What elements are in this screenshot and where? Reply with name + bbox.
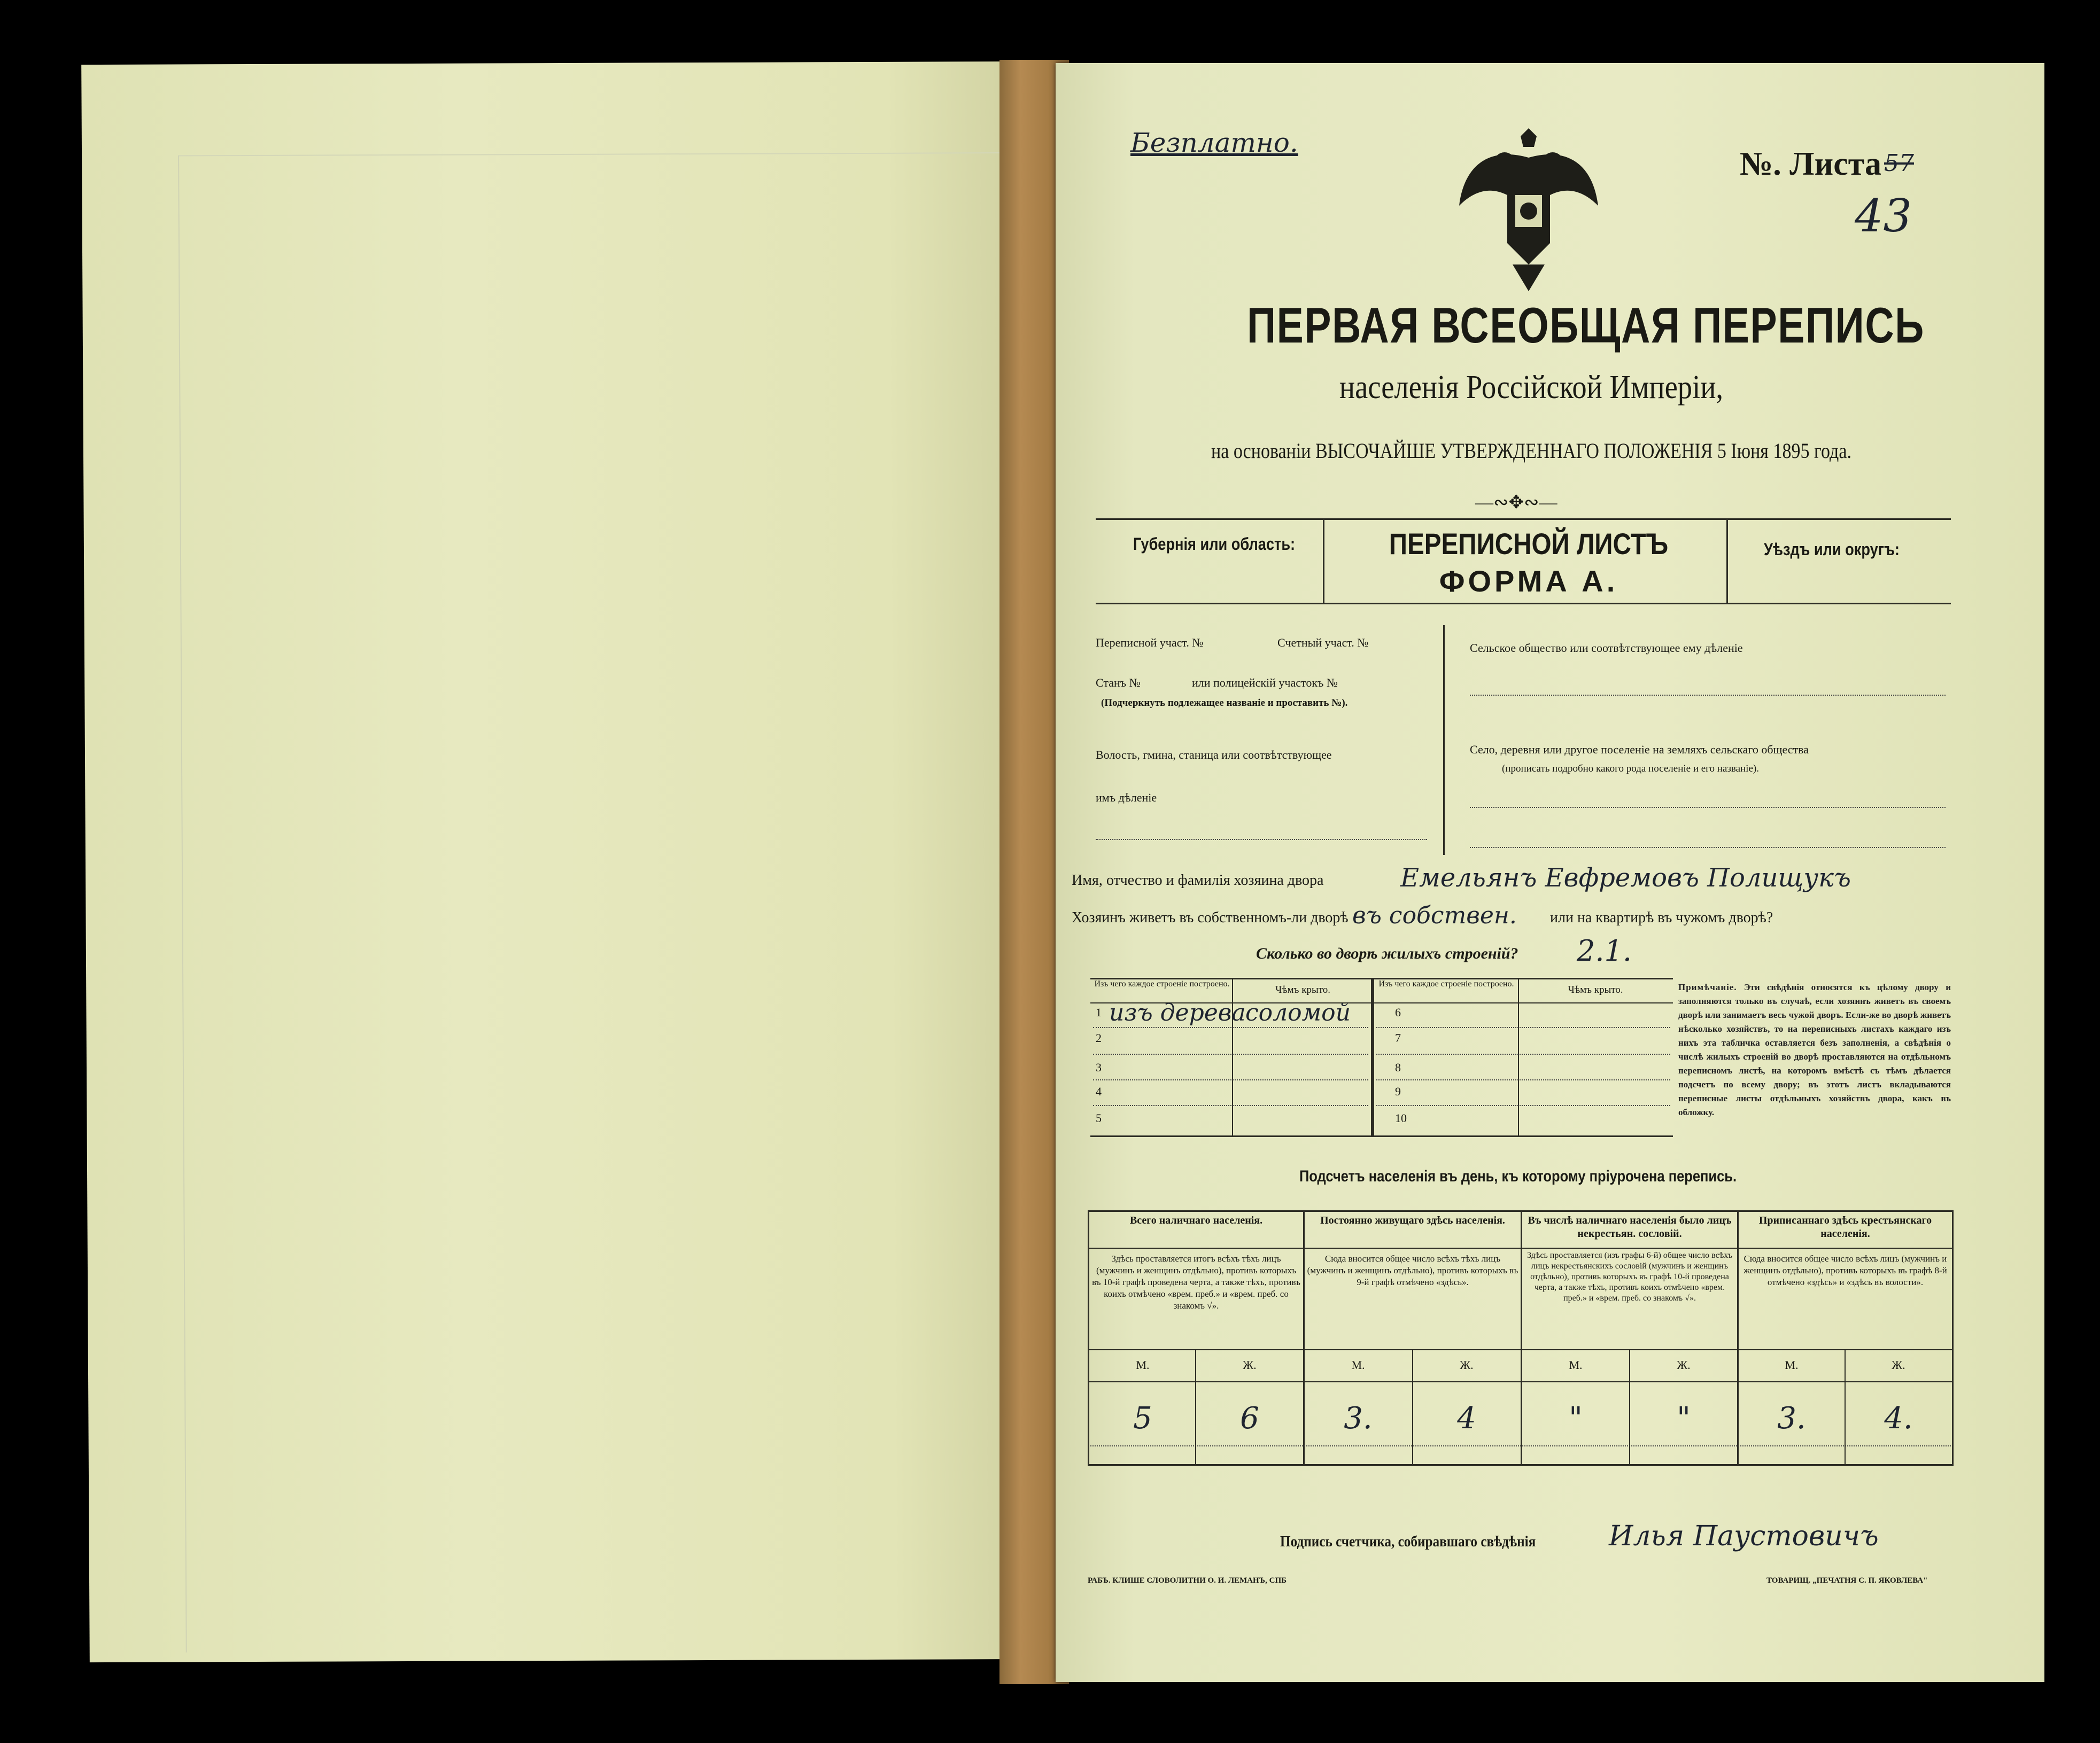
buildings-col-roof-1: Чѣмъ крыто.	[1275, 984, 1331, 995]
row-line-2	[1093, 1054, 1368, 1055]
count-values-line	[1090, 1445, 1951, 1446]
village-line-2	[1470, 847, 1946, 848]
count-col-title-2: Постоянно живущаго здѣсь населенія.	[1320, 1215, 1505, 1226]
police-label: или полицейскій участокъ №	[1192, 676, 1338, 689]
col3-f: Ж.	[1677, 1358, 1691, 1372]
sheet-number-value: 43	[1855, 190, 1912, 242]
value-col2-f: 4	[1457, 1401, 1476, 1436]
row-line-9	[1376, 1105, 1670, 1106]
owner-label: Имя, отчество и фамилія хозяина двора	[1072, 872, 1324, 889]
form-box-divider-right	[1726, 518, 1728, 604]
row-num-8: 8	[1395, 1061, 1401, 1074]
free-label: Безплатно.	[1130, 127, 1298, 158]
village-line-1	[1470, 807, 1946, 808]
buildings-value: 2.1.	[1577, 934, 1632, 968]
guberniya-label: Губернія или область:	[1133, 534, 1296, 554]
village-label: Село, деревня или другое поселеніе на земляхъ сельскаго общества	[1470, 743, 1809, 756]
count-col-title-3: Въ числѣ наличнаго населенія было лицъ некрестьян. сословій.	[1528, 1215, 1732, 1240]
row-num-1: 1	[1096, 1006, 1102, 1019]
row-num-6: 6	[1395, 1006, 1401, 1019]
col1-m: М.	[1136, 1358, 1150, 1372]
underline-note: (Подчеркнуть подлежащее названіе и проставить №).	[1101, 697, 1348, 709]
census-area-label: Переписной участ. №	[1096, 636, 1204, 649]
sheet-number-label: №. Листа	[1740, 146, 1881, 182]
col4-m: М.	[1785, 1358, 1799, 1372]
col1-f: Ж.	[1243, 1358, 1257, 1372]
stan-label: Станъ №	[1096, 676, 1141, 689]
division-line-2	[1096, 839, 1427, 840]
row-num-5: 5	[1096, 1111, 1102, 1125]
legal-basis: на основаніи ВЫСОЧАЙШЕ УТВЕРЖДЕННАГО ПОЛОЖЕНІЯ 5 Іюня 1895 года.	[1211, 439, 1851, 463]
ornament-divider: —∾✥∾—	[1475, 493, 1557, 512]
count-area-label: Счетный участ. №	[1277, 636, 1369, 649]
row-line-1	[1093, 1027, 1368, 1028]
col3-m: М.	[1569, 1358, 1583, 1372]
value-col4-m: 3.	[1777, 1401, 1806, 1436]
bleed-through-grid	[178, 152, 1021, 1652]
count-col-desc-1: Здѣсь проставляется итогъ всѣхъ тѣхъ лицъ (мужчинъ и женщинъ отдѣльно), противъ которыхъ въ 10-й графѣ проведена черта, а также тѣхъ, противъ коихъ отмѣчено «врем. преб.» и «врем. преб. со знакомъ √».	[1092, 1254, 1300, 1311]
row-line-6	[1376, 1027, 1670, 1028]
row-num-10: 10	[1395, 1111, 1407, 1125]
uezd-label: Уѣздъ или округъ:	[1764, 540, 1900, 559]
note-title: Примѣчаніе.	[1678, 982, 1737, 992]
value-col3-f: "	[1677, 1401, 1691, 1436]
signature-label: Подпись счетчика, собиравшаго свѣдѣнія	[1280, 1534, 1536, 1550]
row-num-7: 7	[1395, 1031, 1401, 1045]
residence-label: Хозяинъ живетъ въ собственномъ-ли дворѣ	[1072, 909, 1349, 926]
buildings-col-material-1: Изъ чего каждое строеніе построено.	[1094, 979, 1230, 989]
division-label: имъ дѣленіе	[1096, 791, 1157, 804]
village-note: (прописать подробно какого рода поселеніе и его названіе).	[1502, 763, 1759, 774]
buildings-note	[1678, 981, 1951, 1119]
count-col-desc-3: Здѣсь проставляется (изъ графы 6-й) общее число всѣхъ лицъ некрестьянскихъ сословій (мужчинъ и женщинъ отдѣльно), противъ которыхъ въ графѣ 10-й проведена черта, а также тѣхъ, противъ коихъ отмѣчено «врем. преб.» и «врем. преб. со знакомъ √».	[1526, 1251, 1733, 1303]
count-col-title-4: Приписаннаго здѣсь крестьянскаго населенія.	[1758, 1215, 1932, 1240]
fields-divider	[1443, 625, 1445, 855]
count-mf-line	[1088, 1381, 1954, 1382]
buildings-table-middle	[1371, 978, 1374, 1137]
main-title: ПЕРВАЯ ВСЕОБЩАЯ ПЕРЕПИСЬ	[1247, 297, 1925, 353]
count-title-line	[1088, 1248, 1954, 1249]
value-col3-m: "	[1569, 1401, 1583, 1436]
buildings-table-bottom	[1090, 1135, 1673, 1137]
rural-society-line	[1470, 695, 1946, 696]
row1-material: изъ дерева	[1109, 999, 1246, 1026]
buildings-col-sep-2	[1518, 978, 1519, 1137]
form-box-top	[1096, 518, 1951, 520]
subtitle: населенія Россійской Имперіи,	[1339, 369, 1724, 406]
col4-f: Ж.	[1892, 1358, 1905, 1372]
imprint-left: РАБЪ. КЛИШЕ СЛОВОЛИТНИ О. И. ЛЕМАНЪ, СПБ	[1088, 1576, 1287, 1585]
value-col4-f: 4.	[1884, 1401, 1913, 1436]
count-desc-line	[1088, 1349, 1954, 1350]
residence-label-b: или на квартирѣ въ чужомъ дворѣ?	[1550, 909, 1773, 926]
row-num-2: 2	[1096, 1031, 1102, 1045]
buildings-label: Сколько во дворѣ жилыхъ строеній?	[1256, 945, 1518, 962]
count-col-desc-2: Сюда вносится общее число всѣхъ тѣхъ лицъ (мужчинъ и женщинъ отдѣльно), противъ которыхъ въ 9-й графѣ отмѣчено «здѣсь».	[1307, 1254, 1518, 1287]
row-line-8	[1376, 1079, 1670, 1080]
sheet-number-struck: 57	[1884, 150, 1914, 177]
form-box-divider-left	[1323, 518, 1324, 604]
double-headed-eagle-emblem	[1454, 126, 1603, 297]
row1-roof: соломой	[1245, 999, 1351, 1026]
form-label: ФОРМА А.	[1439, 564, 1618, 598]
buildings-col-roof-2: Чѣмъ крыто.	[1568, 984, 1623, 995]
form-box-bottom	[1096, 603, 1951, 604]
rural-society-label: Сельское общество или соотвѣтствующее ему дѣленіе	[1470, 641, 1743, 655]
row-line-4	[1093, 1105, 1368, 1106]
count-heading: Подсчетъ населенія въ день, къ которому пріурочена перепись.	[1299, 1168, 1737, 1185]
imprint-right: ТОВАРИЩ. „ПЕЧАТНЯ С. П. ЯКОВЛЕВА"	[1766, 1576, 1928, 1585]
value-col1-f: 6	[1240, 1401, 1259, 1436]
row-line-7	[1376, 1054, 1670, 1055]
volost-label: Волость, гмина, станица или соотвѣтствующее	[1096, 748, 1332, 761]
note-text: Эти свѣдѣнія относятся къ цѣлому двору и заполняются только въ случаѣ, если хозяинъ живетъ въ своемъ дворѣ или занимаетъ весь чужой дворъ. Если-же во дворѣ живетъ нѣсколько хозяйствъ, то на переписныхъ листахъ каждаго изъ нихъ эта табличка оставляется безъ заполненія, а свѣдѣнія о числѣ жилыхъ строеній во дворѣ проставляются на отдѣльномъ переписномъ листѣ, на которомъ вмѣстѣ съ тѣмъ дѣлается подсчетъ по всему двору; въ этотъ листъ вкладываются переписные листы отдѣльныхъ хозяйствъ двора, какъ въ обложку.	[1678, 982, 1951, 1117]
col2-f: Ж.	[1460, 1358, 1474, 1372]
census-list-title: ПЕРЕПИСНОЙ ЛИСТЪ	[1389, 527, 1669, 561]
row-num-9: 9	[1395, 1085, 1401, 1098]
col2-m: М.	[1351, 1358, 1365, 1372]
buildings-col-material-2: Изъ чего каждое строеніе построено.	[1378, 979, 1514, 989]
left-page	[81, 61, 1036, 1662]
row-num-3: 3	[1096, 1061, 1102, 1074]
value-col2-m: 3.	[1344, 1401, 1373, 1436]
signature-value: Илья Паустовичъ	[1609, 1520, 1879, 1552]
residence-value: въ собствен.	[1352, 902, 1517, 929]
owner-value: Емельянъ Евфремовъ Полищукъ	[1400, 863, 1851, 893]
row-line-3	[1093, 1079, 1368, 1080]
count-col-desc-4: Сюда вносится общее число всѣхъ лицъ (мужчинъ и женщинъ отдѣльно), противъ которыхъ въ графѣ 8-й отмѣчено «здѣсь» и «здѣсь въ волости».	[1743, 1254, 1947, 1287]
count-col-title-1: Всего наличнаго населенія.	[1129, 1215, 1263, 1226]
row-num-4: 4	[1096, 1085, 1102, 1098]
value-col1-m: 5	[1133, 1401, 1152, 1436]
